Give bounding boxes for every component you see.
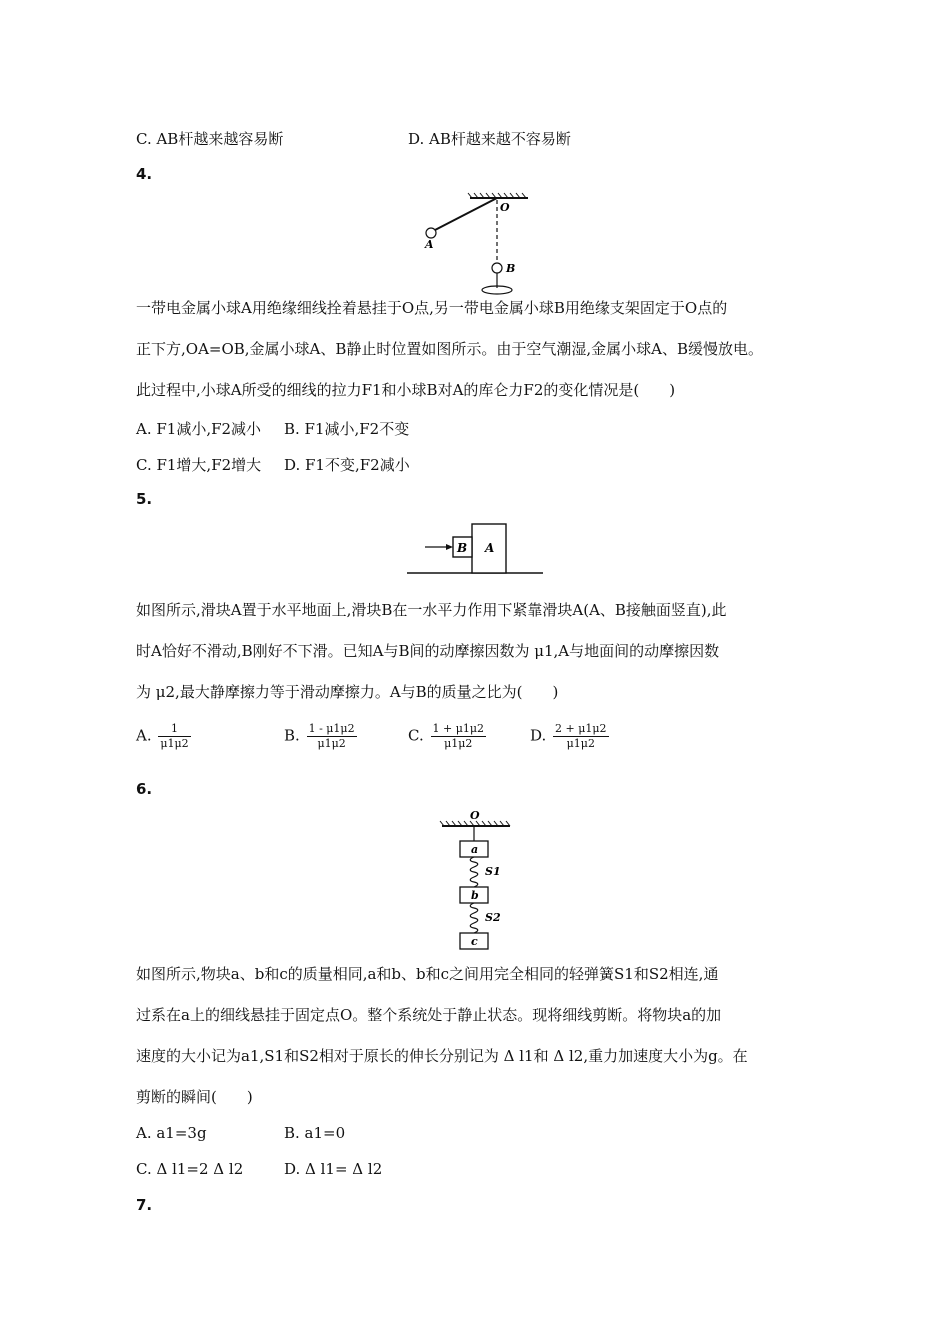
q5-option-d: D. $\frac{2 + \mu 1\mu 2}{\mu 1\mu 2}$ [530, 722, 607, 750]
q6-label-s2: S2 [485, 911, 501, 924]
q6-figure [438, 808, 518, 956]
q5-option-a: A. $\frac{1}{\mu 1\mu 2}$ [136, 722, 189, 750]
q6-number: 6. [136, 780, 153, 798]
q6-label-a: a [471, 843, 479, 856]
q3-option-c: C. AB杆越来越容易断 [136, 130, 284, 148]
q4-option-c: C. F1增大,F2增大 [136, 456, 262, 474]
q3-option-d: D. AB杆越来越不容易断 [408, 130, 571, 148]
q5-label-a: A [485, 541, 495, 555]
q5-text-line-1: 如图所示,滑块A置于水平地面上,滑块B在一水平力作用下紧靠滑块A(A、B接触面竖直),此 [136, 601, 727, 619]
q4-figure [410, 190, 550, 300]
q6-option-d: D. Δ l1= Δ l2 [284, 1160, 383, 1178]
q4-option-d: D. F1不变,F2减小 [284, 456, 410, 474]
q5-option-b: B. $\frac{1 - \mu 1\mu 2}{\mu 1\mu 2}$ [284, 722, 355, 750]
q4-number: 4. [136, 165, 153, 183]
q6-text-line-2: 过系在a上的细线悬挂于固定点O。整个系统处于静止状态。现将细线剪断。将物块a的加 [136, 1006, 722, 1024]
q4-text-line-1: 一带电金属小球A用绝缘细线拴着悬挂于O点,另一带电金属小球B用绝缘支架固定于O点的 [136, 299, 728, 317]
q6-label-o: O [470, 809, 480, 822]
q4-label-b: B [506, 262, 516, 275]
q6-label-c: c [471, 935, 478, 948]
q6-text-line-1: 如图所示,物块a、b和c的质量相同,a和b、b和c之间用完全相同的轻弹簧S1和S2相连,通 [136, 965, 719, 983]
q5-number: 5. [136, 490, 153, 508]
q7-number: 7. [136, 1196, 153, 1214]
q4-label-a: A [425, 238, 434, 251]
q6-option-a: A. a1=3g [136, 1124, 207, 1142]
q5-figure [405, 518, 545, 578]
q6-text-line-4: 剪断的瞬间( ) [136, 1088, 253, 1106]
q6-label-b: b [471, 889, 479, 902]
q4-label-o: O [500, 201, 510, 214]
q4-text-line-3: 此过程中,小球A所受的细线的拉力F1和小球B对A的库仑力F2的变化情况是( ) [136, 381, 676, 399]
q4-text-line-2: 正下方,OA=OB,金属小球A、B静止时位置如图所示。由于空气潮湿,金属小球A、B缓慢放电。 [136, 340, 764, 358]
q5-option-c: C. $\frac{1 + \mu 1\mu 2}{\mu 1\mu 2}$ [408, 722, 485, 750]
q6-text-line-3: 速度的大小记为a1,S1和S2相对于原长的伸长分别记为 Δ l1和 Δ l2,重力加速度大小为g。在 [136, 1047, 748, 1065]
q5-text-line-2: 时A恰好不滑动,B刚好不下滑。已知A与B间的动摩擦因数为 μ1,A与地面间的动摩擦因数 [136, 642, 720, 660]
q5-text-line-3: 为 μ2,最大静摩擦力等于滑动摩擦力。A与B的质量之比为( ) [136, 683, 559, 701]
q6-option-c: C. Δ l1=2 Δ l2 [136, 1160, 244, 1178]
q6-option-b: B. a1=0 [284, 1124, 346, 1142]
q6-label-s1: S1 [485, 865, 501, 878]
q4-option-b: B. F1减小,F2不变 [284, 420, 410, 438]
q4-option-a: A. F1减小,F2减小 [136, 420, 262, 438]
q5-label-b: B [457, 541, 468, 555]
